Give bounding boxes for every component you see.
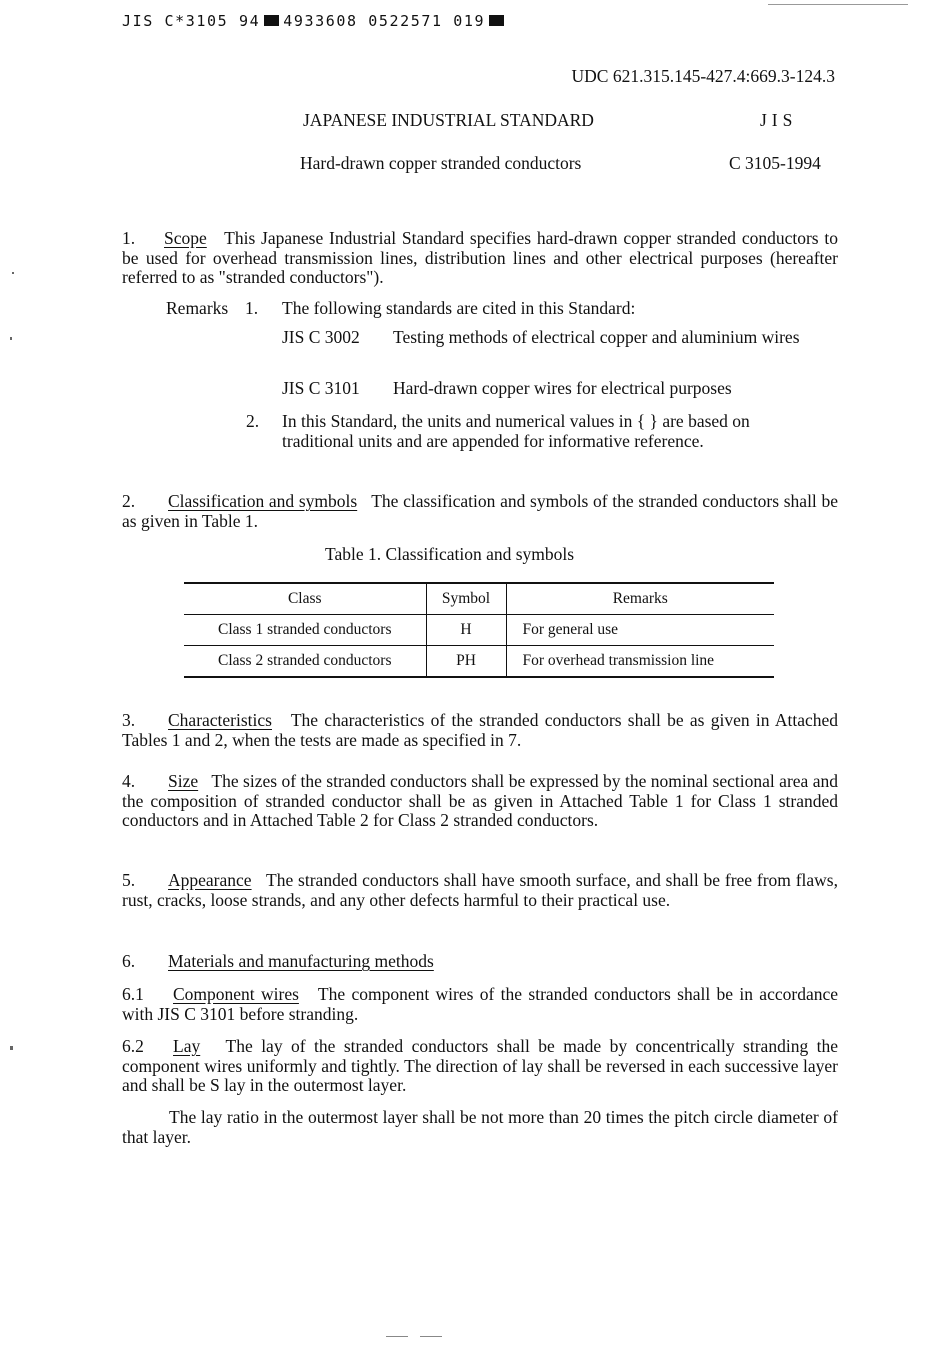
section-heading: Size (168, 771, 199, 791)
section-scope (122, 229, 838, 288)
section-text: This Japanese Industrial Standard specifies hard-drawn copper stranded conductors to be used for overhead transmission lines, distribution lines and other electrical purposes (hereafter referred to as "stranded conductors"). (122, 228, 838, 287)
section-text: The component wires of the stranded conductors shall be in accordance with JIS C 3101 before stranding. (122, 984, 838, 1024)
table-row (184, 646, 774, 678)
section-number: 3. (122, 710, 136, 730)
section-number: 6.2 (122, 1036, 144, 1056)
section-text: The classification and symbols of the stranded conductors shall be as given in Table 1. (122, 491, 838, 531)
table-cell: H (426, 615, 506, 646)
section-heading: Materials and manufacturing methods (168, 951, 434, 971)
section-number: 1. (122, 228, 136, 248)
section-text: The characteristics of the stranded conductors shall be as given in Attached Tables 1 and 2, when the tests are made as specified in 7. (122, 710, 838, 750)
table-cell: Class 2 stranded conductors (184, 646, 426, 678)
scan-header (122, 12, 508, 30)
footer-rule (420, 1336, 442, 1337)
section-heading: Component wires (173, 984, 299, 1004)
jis-mark: JIS (760, 110, 798, 130)
table-caption: Table 1. Classification and symbols (325, 544, 575, 564)
classification-table (184, 582, 774, 678)
section-heading: Scope (164, 228, 207, 248)
section-heading: Lay (173, 1036, 201, 1056)
section-text: The lay of the stranded conductors shall be made by concentrically stranding the component wires uniformly and tightly. The direction of lay shall be reversed in each successive layer and shall be S lay in the outermost layer. (122, 1036, 839, 1095)
barcode-block-icon (264, 15, 279, 26)
table-header-cell: Class (184, 583, 426, 615)
remark-2-number: 2. (246, 411, 260, 431)
scan-speck (12, 272, 14, 274)
cited-standard-code: JIS C 3002 (282, 327, 360, 347)
cited-standard-title: Hard-drawn copper wires for electrical purposes (393, 378, 732, 398)
table-header-cell: Remarks (506, 583, 774, 615)
document-number: C 3105-1994 (729, 153, 821, 173)
cited-standard-code: JIS C 3101 (282, 378, 360, 398)
scan-code-part1: JIS C*3105 94 (122, 12, 261, 30)
table-cell: PH (426, 646, 506, 678)
section-size (122, 772, 838, 831)
section-number: 4. (122, 771, 136, 791)
section-lay (122, 1037, 838, 1096)
section-component-wires (122, 985, 838, 1024)
cited-standard-title: Testing methods of electrical copper and aluminium wires (393, 327, 800, 347)
standard-title: JAPANESE INDUSTRIAL STANDARD (303, 110, 594, 130)
section-classification (122, 492, 838, 531)
section-number: 6. (122, 951, 136, 971)
table-cell: For overhead transmission line (506, 646, 774, 678)
section-characteristics (122, 711, 838, 750)
table-cell: For general use (506, 615, 774, 646)
document-title: Hard-drawn copper stranded conductors (300, 153, 582, 173)
section-lay-paragraph-2: The lay ratio in the outermost layer shall be not more than 20 times the pitch circle diameter of that layer. (122, 1107, 838, 1147)
scan-code-part2: 4933608 0522571 019 (283, 12, 486, 30)
scan-speck (10, 1046, 13, 1050)
remarks-label: Remarks (166, 298, 229, 318)
scan-edge-line (768, 4, 908, 5)
section-heading: Characteristics (168, 710, 272, 730)
scan-speck (10, 337, 12, 340)
section-appearance (122, 871, 838, 910)
udc-code: UDC 621.315.145-427.4:669.3-124.3 (571, 66, 835, 86)
section-materials (122, 952, 838, 972)
section-number: 5. (122, 870, 136, 890)
remark-1-number: 1. (245, 298, 259, 318)
table-row (184, 615, 774, 646)
remark-2-text: In this Standard, the units and numerical values in { } are based on traditional units and are appended for informative reference. (282, 411, 750, 451)
section-number: 6.1 (122, 984, 144, 1004)
section-number: 2. (122, 491, 136, 511)
section-heading: Appearance (168, 870, 252, 890)
section-text: The stranded conductors shall have smooth surface, and shall be free from flaws, rust, cracks, loose strands, and any other defects harmful to their practical use. (122, 870, 838, 910)
footer-rule (386, 1336, 408, 1337)
table-header-row (184, 583, 774, 615)
table-cell: Class 1 stranded conductors (184, 615, 426, 646)
section-text: The sizes of the stranded conductors shall be expressed by the nominal sectional area and the composition of stranded conductor shall be as given in Attached Table 1 for Class 1 stranded conductors and in Attached Table 2 for Class 2 stranded conductors. (122, 771, 839, 830)
section-heading: Classification and symbols (168, 491, 358, 511)
barcode-block-icon (489, 15, 504, 26)
remark-1-text: The following standards are cited in this Standard: (282, 298, 636, 318)
table-header-cell: Symbol (426, 583, 506, 615)
